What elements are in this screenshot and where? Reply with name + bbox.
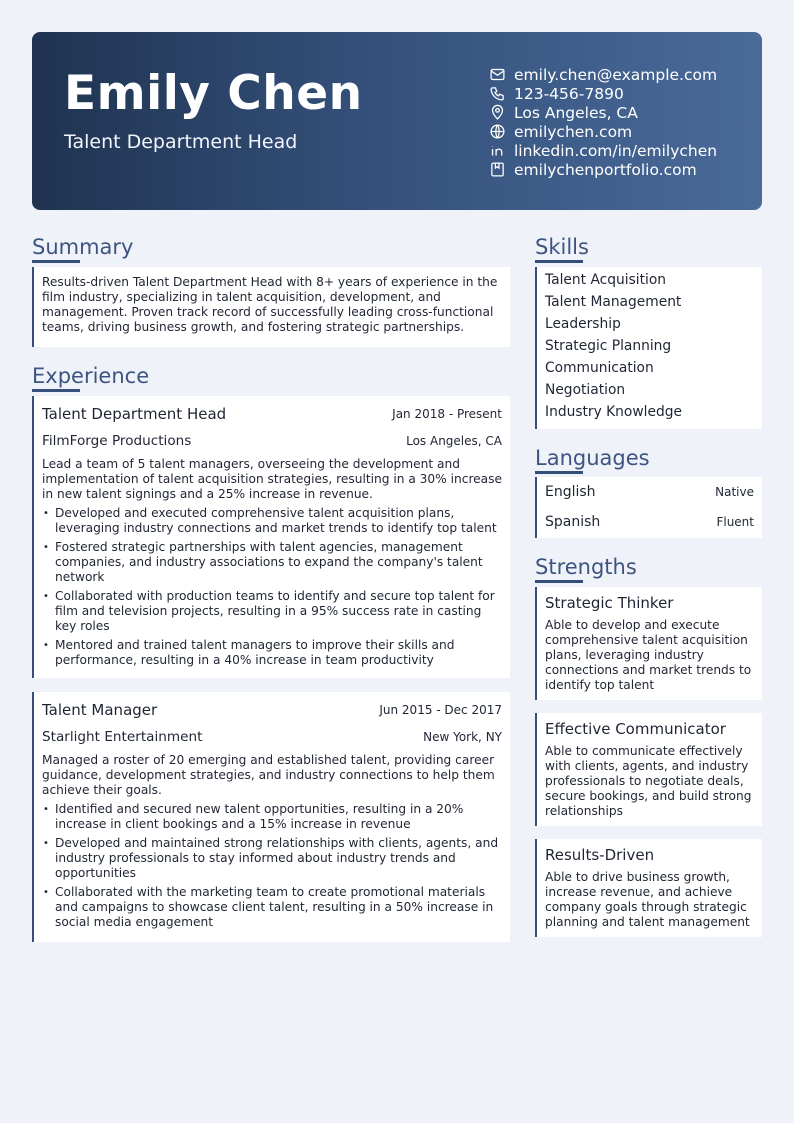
contact-list	[489, 65, 717, 179]
strength-description: Able to communicate effectively with clients, agents, and industry professionals to negotiate deals, secure bookings, and build strong relationships	[545, 744, 752, 818]
strength-card	[535, 713, 762, 826]
strength-description: Able to drive business growth, increase revenue, and achieve company goals through strategic planning and talent management	[545, 870, 750, 929]
skill-item: Leadership	[545, 316, 621, 332]
skill-item: Negotiation	[545, 382, 626, 398]
skill-item: Talent Management	[545, 294, 682, 310]
summary-text: Results-driven Talent Department Head with 8+ years of experience in the film industry, specializing in talent acquisition, development, and management. Proven track record of successfully leading cross-functional teams, driving business growth, and fostering strategic partnerships.	[42, 275, 498, 334]
job-bullet: • Identified and secured new talent opportunities, resulting in a 20% increase in client bookings and a 15% increase in revenue	[42, 802, 504, 832]
contact-phone[interactable]	[489, 84, 717, 103]
strength-card	[535, 587, 762, 700]
linkedin-icon	[489, 142, 506, 159]
job-role: Talent Department Head	[42, 405, 227, 423]
strength-title: Strategic Thinker	[545, 594, 674, 612]
job-bullets	[42, 802, 504, 934]
resume-header	[32, 32, 762, 210]
language-row	[537, 507, 762, 537]
experience-heading: Experience	[32, 364, 150, 388]
skills-heading-rule	[535, 260, 583, 263]
job-company: FilmForge Productions	[42, 433, 192, 449]
contact-portfolio[interactable]	[489, 160, 717, 179]
job-bullet: • Developed and executed comprehensive talent acquisition plans, leveraging industry connections and market trends to identify top talent	[42, 506, 504, 536]
skill-item: Talent Acquisition	[545, 272, 667, 288]
skill-item: Strategic Planning	[545, 338, 672, 354]
contact-linkedin[interactable]	[489, 141, 717, 160]
skills-card	[535, 267, 762, 429]
contact-location	[489, 103, 717, 122]
job-role: Talent Manager	[42, 701, 158, 719]
portfolio-icon	[489, 161, 506, 178]
job-description: Lead a team of 5 talent managers, overseeing the development and implementation of talent acquisition strategies, resulting in a 30% increase in new talent signings and a 25% increase in revenue.	[42, 457, 503, 501]
job-bullet: • Collaborated with production teams to identify and secure top talent for film and television projects, resulting in a 95% success rate in casting key roles	[42, 589, 504, 634]
contact-website-text: emilychen.com	[514, 122, 633, 141]
contact-email-text: emily.chen@example.com	[514, 65, 718, 84]
job-bullets	[42, 506, 504, 672]
strength-card	[535, 839, 762, 937]
languages-heading-rule	[535, 471, 583, 474]
skill-item: Industry Knowledge	[545, 404, 682, 420]
summary-heading-rule	[32, 260, 80, 263]
strengths-heading-rule	[535, 580, 583, 583]
strength-description: Able to develop and execute comprehensive talent acquisition plans, leveraging industry connections and market trends to identify top talent	[545, 618, 752, 692]
experience-entry-1	[32, 396, 510, 678]
skill-item: Communication	[545, 360, 654, 376]
job-dates: Jun 2015 - Dec 2017	[379, 703, 502, 717]
contact-linkedin-text: linkedin.com/in/emilychen	[514, 141, 718, 160]
job-bullet: • Collaborated with the marketing team to create promotional materials and campaigns to showcase client talent, resulting in a 50% increase in social media engagement	[42, 885, 504, 930]
candidate-name: Emily Chen	[64, 66, 363, 121]
job-description: Managed a roster of 20 emerging and established talent, providing career guidance, development strategies, and industry connections to help them achieve their goals.	[42, 753, 495, 797]
globe-icon	[489, 123, 506, 140]
languages-card	[535, 477, 762, 538]
language-row	[537, 477, 762, 507]
candidate-title: Talent Department Head	[64, 131, 298, 153]
language-name: Spanish	[545, 514, 601, 530]
location-icon	[489, 104, 506, 121]
summary-card	[32, 267, 510, 347]
language-level: Native	[715, 485, 754, 499]
job-location: Los Angeles, CA	[406, 434, 502, 448]
job-company: Starlight Entertainment	[42, 729, 203, 745]
language-level: Fluent	[716, 515, 754, 529]
contact-portfolio-text: emilychenportfolio.com	[514, 160, 697, 179]
job-bullet: • Fostered strategic partnerships with talent agencies, management companies, and industry associations to expand the company's talent network	[42, 540, 504, 585]
strength-title: Effective Communicator	[545, 720, 726, 738]
languages-heading: Languages	[535, 446, 650, 470]
skills-heading: Skills	[535, 235, 589, 259]
job-bullet: • Mentored and trained talent managers to improve their skills and performance, resulting in a 40% increase in team productivity	[42, 638, 504, 668]
contact-phone-text: 123-456-7890	[514, 84, 624, 103]
strengths-heading: Strengths	[535, 555, 637, 579]
job-bullet: • Developed and maintained strong relationships with clients, agents, and industry professionals to stay informed about industry trends and opportunities	[42, 836, 504, 881]
job-dates: Jan 2018 - Present	[392, 407, 502, 421]
language-name: English	[545, 484, 596, 500]
phone-icon	[489, 85, 506, 102]
experience-entry-2	[32, 692, 510, 942]
contact-email[interactable]	[489, 65, 717, 84]
contact-website[interactable]	[489, 122, 717, 141]
job-location: New York, NY	[423, 730, 502, 744]
summary-heading: Summary	[32, 235, 134, 259]
experience-heading-rule	[32, 389, 80, 392]
mail-icon	[489, 66, 506, 83]
contact-location-text: Los Angeles, CA	[514, 103, 638, 122]
strength-title: Results-Driven	[545, 846, 655, 864]
